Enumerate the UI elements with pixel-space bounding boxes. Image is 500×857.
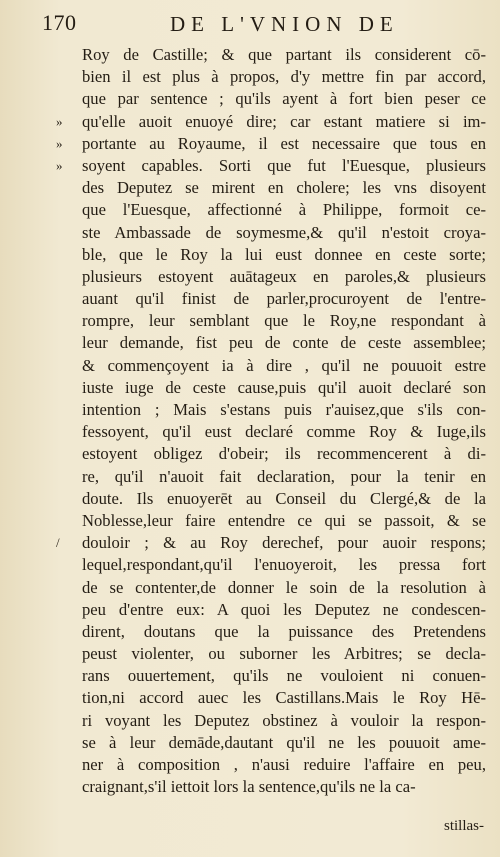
page-number: 170 [42, 10, 77, 35]
text-line: plusieurs estoyent auātageux en paroles,& plusieurs [82, 266, 486, 286]
text-line: dirent, doutans que la puissance des Pretendens [82, 621, 486, 641]
text-line: ste Ambassade de soymesme,& qu'il n'estoit croya- [82, 222, 486, 242]
text-line: peust violenter, ou suborner les Arbitres; se decla- [82, 644, 486, 664]
text-line: que l'Euesque, affectionné à Philippe, formoit ce- [82, 200, 486, 220]
margin-mark: » [56, 135, 63, 151]
text-line: douloir ; & au Roy derechef, pour auoir respons; / [82, 532, 486, 554]
text-line: bien il est plus à propos, d'y mettre fin par accord, [82, 67, 486, 87]
text-line: Noblesse,leur faire entendre ce qui se passoit, & se [82, 510, 486, 530]
text-line: ner à composition , n'ausi reduire l'affaire en peu, [82, 755, 486, 774]
text-line: craignant,s'il iettoit lors la sentence,qu'ils ne la ca- [82, 777, 416, 797]
text-line: qu'elle auoit enuoyé dire; car estant matiere si im- » [82, 111, 486, 133]
text-line: auant qu'il finist de parler,procuroyent de l'entre- [82, 289, 486, 309]
text-line: estoyent obligez d'obeir; ils recommencerent à di- [82, 444, 486, 464]
text-line: intention ; Mais s'estans puis r'auisez,que s'ils con- [82, 400, 486, 419]
text-line: se à leur demāde,dautant qu'il ne les pouuoit ame- [82, 732, 486, 752]
text-line: des Deputez se mirent en cholere; les vns disoyent [82, 178, 486, 198]
text-line: & commençoyent ia à dire , qu'il ne pouuoit estre [82, 355, 486, 375]
margin-mark: » [56, 157, 63, 173]
text-line: ble, que le Roy la lui eust donnee en ceste sorte; [82, 244, 486, 264]
text-line: doute. Ils enuoyerēt au Conseil du Clergé,& de la [82, 488, 486, 508]
text-line: rans ouuertement, qu'ils ne vouloient ni conuen- [82, 666, 486, 686]
text-line: ri voyant les Deputez obstinez à vouloir la respon- [82, 710, 486, 730]
text-line: Roy de Castille; & que partant ils considerent cō- [82, 45, 486, 64]
margin-mark: » [56, 113, 63, 129]
catchword: stillas- [444, 818, 484, 834]
text-line: soyent capables. Sorti que fut l'Euesque, plusieurs » [82, 155, 486, 177]
text-line: rompre, leur semblant que le Roy,ne respondant à [82, 311, 486, 331]
text-line: que par sentence ; qu'ils ayent à fort bien peser ce [82, 89, 486, 109]
text-line: re, qu'il n'auoit fait declaration, pour la tenir en [82, 466, 486, 486]
text-line: portante au Royaume, il est necessaire que tous en » [82, 133, 486, 155]
text-line: de se contenter,de donner le soin de la resolution à [82, 577, 486, 597]
text-line: iuste iuge de ceste cause,puis qu'il auoit declaré son [82, 377, 486, 397]
text-line: peu d'entre eux: A quoi les Deputez ne condescen- [82, 599, 486, 619]
running-head: DE L'VNION DE [170, 12, 399, 36]
text-line: leur demande, fist peu de conte de ceste assemblee; [82, 333, 486, 353]
text-line: fessoyent, qu'il eust declaré comme Roy & Iuge,ils [82, 422, 486, 442]
text-line: tion,ni accord auec les Castillans.Mais le Roy Hē- [82, 688, 486, 708]
margin-mark: / [56, 535, 60, 551]
text-line: lequel,respondant,qu'il l'enuoyeroit, les pressa fort [82, 555, 486, 575]
body-text [56, 44, 486, 798]
